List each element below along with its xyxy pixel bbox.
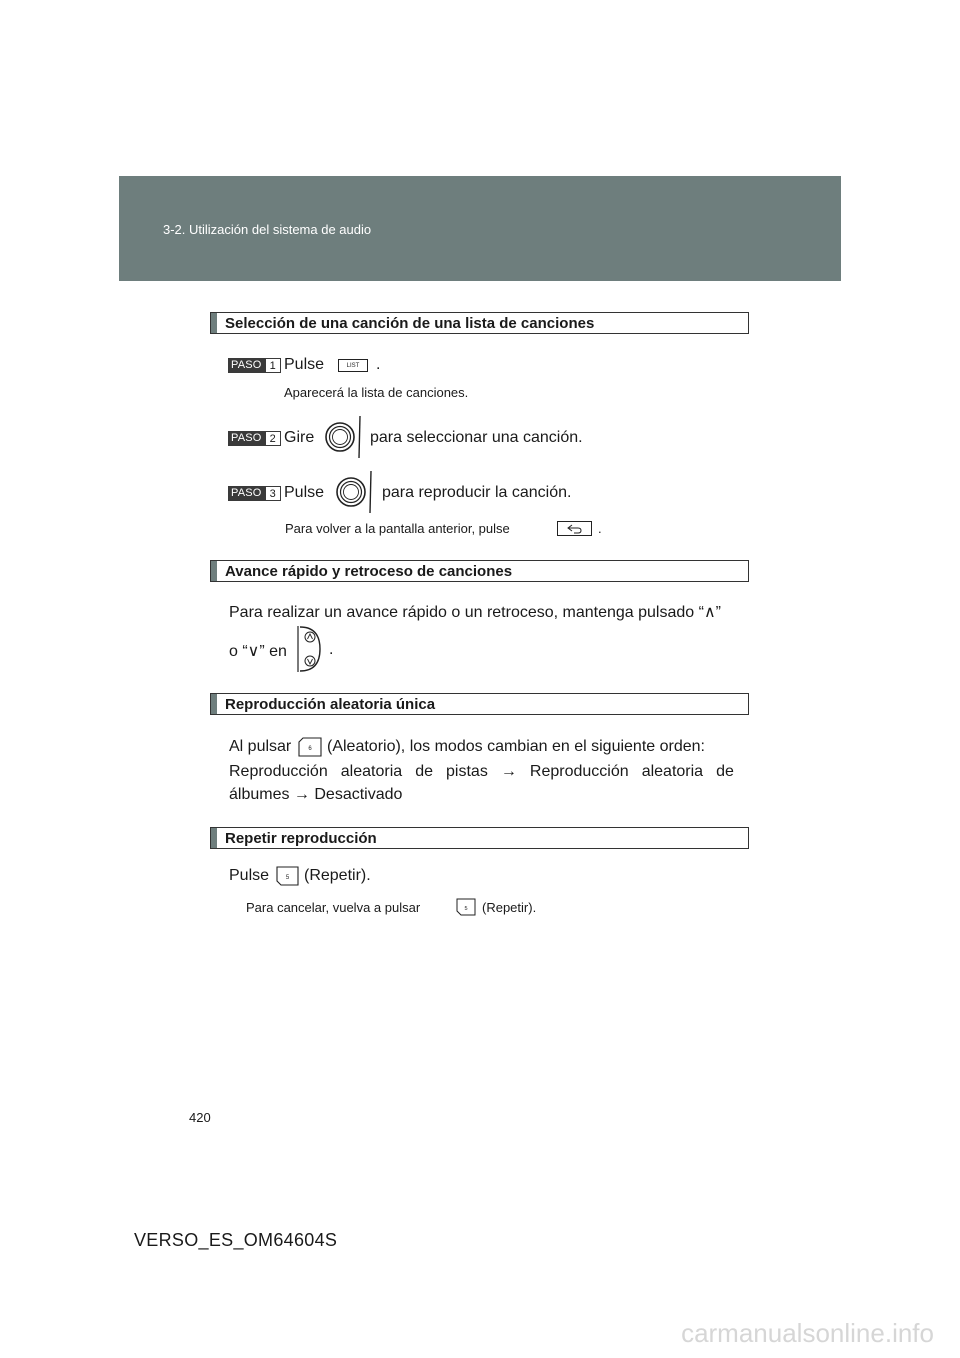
push-knob-icon bbox=[333, 469, 377, 515]
fast-forward-line2-after: . bbox=[329, 641, 334, 658]
repeat-note-before: Para cancelar, vuelva a pulsar bbox=[246, 900, 421, 915]
list-button-label: LIST bbox=[346, 362, 360, 369]
heading-bar bbox=[211, 694, 217, 714]
repeat-small-icon bbox=[456, 898, 476, 916]
step1-text: Pulse bbox=[284, 356, 325, 373]
repeat-line1-before: Pulse bbox=[229, 867, 270, 884]
document-code: VERSO_ES_OM64604S bbox=[134, 1230, 338, 1250]
repeat-small-label: 5 bbox=[464, 906, 468, 912]
repeat-note-after: (Repetir). bbox=[482, 900, 537, 915]
fast-forward-line2: o “∨” en bbox=[229, 643, 287, 660]
step2-after: para seleccionar una canción. bbox=[370, 429, 583, 446]
note-back-after: . bbox=[598, 521, 602, 536]
heading-text: Avance rápido y retroceso de canciones bbox=[225, 563, 513, 580]
random-line2 bbox=[229, 763, 745, 781]
heading-text: Repetir reproducción bbox=[225, 830, 377, 847]
step-badge-label: PASO bbox=[228, 358, 265, 373]
step2-text: Gire bbox=[284, 429, 315, 446]
heading-bar bbox=[211, 561, 217, 581]
heading-bar bbox=[211, 313, 217, 333]
step-badge-number: 2 bbox=[265, 431, 281, 446]
heading-repeat bbox=[210, 827, 749, 849]
step-badge-label: PASO bbox=[228, 431, 265, 446]
heading-text: Reproducción aleatoria única bbox=[225, 696, 436, 713]
step-badge-number: 1 bbox=[265, 358, 281, 373]
random-line2-text: Reproducción aleatoria de pistas → Reproducción aleatoria de bbox=[229, 763, 734, 780]
note-back: Para volver a la pantalla anterior, pulse bbox=[285, 521, 510, 536]
step1-after: . bbox=[376, 356, 381, 373]
step-badge-label: PASO bbox=[228, 486, 265, 501]
heading-bar bbox=[211, 828, 217, 848]
random-button-icon bbox=[298, 737, 322, 757]
page-number: 420 bbox=[189, 1110, 211, 1125]
step3-after: para reproducir la canción. bbox=[382, 484, 572, 501]
heading-random bbox=[210, 693, 749, 715]
random-line1-before: Al pulsar bbox=[229, 738, 292, 755]
random-line1-after: (Aleatorio), los modos cambian en el siguiente orden: bbox=[327, 738, 705, 755]
tune-knob-icon bbox=[322, 414, 366, 460]
repeat-button-label: 5 bbox=[285, 875, 290, 881]
step-badge-1 bbox=[228, 358, 281, 373]
fast-forward-line1: Para realizar un avance rápido o un retroceso, mantenga pulsado “∧” bbox=[229, 604, 721, 621]
list-button-icon bbox=[338, 359, 368, 372]
watermark: carmanualsonline.info bbox=[681, 1318, 934, 1348]
step3-text: Pulse bbox=[284, 484, 325, 501]
step-badge-2 bbox=[228, 431, 281, 446]
repeat-line1-after: (Repetir). bbox=[304, 867, 371, 884]
repeat-button-icon bbox=[276, 866, 299, 886]
step-badge-number: 3 bbox=[265, 486, 281, 501]
up-down-switch-icon bbox=[296, 625, 324, 673]
back-button-icon bbox=[557, 521, 592, 536]
random-button-label: 6 bbox=[308, 746, 312, 752]
heading-list-select bbox=[210, 312, 749, 334]
note-list-appears: Aparecerá la lista de canciones. bbox=[284, 385, 469, 400]
section-title: 3-2. Utilización del sistema de audio bbox=[163, 222, 372, 237]
heading-fast-forward bbox=[210, 560, 749, 582]
random-line3: álbumes → Desactivado bbox=[229, 786, 403, 803]
heading-text: Selección de una canción de una lista de canciones bbox=[225, 315, 595, 332]
step-badge-3 bbox=[228, 486, 281, 501]
